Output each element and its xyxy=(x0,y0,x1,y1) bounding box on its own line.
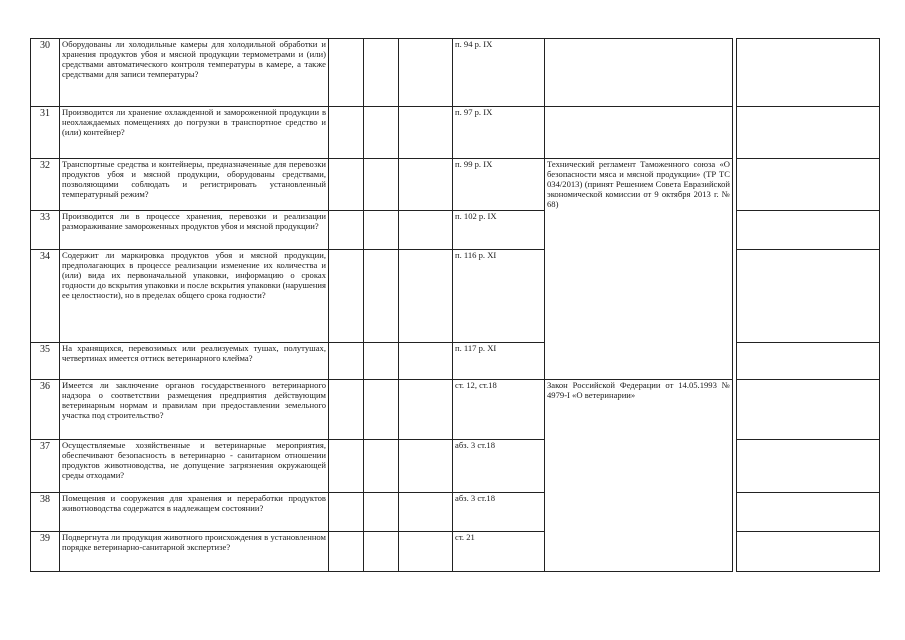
answer-yes-cell[interactable] xyxy=(329,107,364,159)
answer-na-cell[interactable] xyxy=(399,493,453,532)
comment-cell[interactable] xyxy=(737,250,880,343)
answer-no-cell[interactable] xyxy=(364,159,399,211)
row-number: 31 xyxy=(31,107,60,159)
row-number: 32 xyxy=(31,159,60,211)
answer-na-cell[interactable] xyxy=(399,250,453,343)
answer-yes-cell[interactable] xyxy=(329,250,364,343)
table-row xyxy=(31,39,880,107)
answer-yes-cell[interactable] xyxy=(329,493,364,532)
comment-cell[interactable] xyxy=(737,532,880,572)
comment-cell[interactable] xyxy=(737,107,880,159)
table-row xyxy=(31,532,880,572)
answer-na-cell[interactable] xyxy=(399,211,453,250)
legal-act-law: Закон Российской Федерации от 14.05.1993 № 4979-I «О ветеринарии» xyxy=(545,380,733,572)
legal-act-cell xyxy=(545,107,733,159)
answer-no-cell[interactable] xyxy=(364,211,399,250)
question-text: Содержит ли маркировка продуктов убоя и мясной продукции, предполагающих в процессе реализации изменение их количества и (или) вида их первоначальной упаковки, информацию о сроках годности до вскрытия упаковки и после вскрытия упаковки (нарушения ее целостности), но в пределах общего срока годности? xyxy=(60,250,329,343)
answer-no-cell[interactable] xyxy=(364,440,399,493)
answer-yes-cell[interactable] xyxy=(329,343,364,380)
answer-na-cell[interactable] xyxy=(399,159,453,211)
row-number: 38 xyxy=(31,493,60,532)
row-number: 30 xyxy=(31,39,60,107)
answer-yes-cell[interactable] xyxy=(329,39,364,107)
comment-cell[interactable] xyxy=(737,440,880,493)
answer-no-cell[interactable] xyxy=(364,493,399,532)
answer-no-cell[interactable] xyxy=(364,107,399,159)
table-row xyxy=(31,211,880,250)
answer-na-cell[interactable] xyxy=(399,532,453,572)
table-row xyxy=(31,493,880,532)
requirement-reference: п. 97 р. IX xyxy=(453,107,545,159)
row-number: 33 xyxy=(31,211,60,250)
legal-act-cell xyxy=(545,39,733,107)
question-text: Транспортные средства и контейнеры, предназначенные для перевозки продуктов убоя и мясной продукции, оборудованы средствами, позволяющими соблюдать и регистрировать установленный температурный режим? xyxy=(60,159,329,211)
legal-act-tr-ts: Технический регламент Таможенного союза «О безопасности мяса и мясной продукции» (ТР ТС 034/2013) (принят Решением Совета Евразийской экономической комиссии от 9 октября 2013 г. № 68) xyxy=(545,159,733,380)
comment-cell[interactable] xyxy=(737,211,880,250)
row-number: 35 xyxy=(31,343,60,380)
row-number: 39 xyxy=(31,532,60,572)
requirement-reference: п. 102 р. IX xyxy=(453,211,545,250)
answer-na-cell[interactable] xyxy=(399,107,453,159)
answer-na-cell[interactable] xyxy=(399,440,453,493)
row-number: 37 xyxy=(31,440,60,493)
requirement-reference: ст. 21 xyxy=(453,532,545,572)
table-row xyxy=(31,107,880,159)
answer-no-cell[interactable] xyxy=(364,343,399,380)
answer-yes-cell[interactable] xyxy=(329,440,364,493)
requirement-reference: абз. 3 ст.18 xyxy=(453,440,545,493)
answer-yes-cell[interactable] xyxy=(329,211,364,250)
answer-no-cell[interactable] xyxy=(364,380,399,440)
row-number: 36 xyxy=(31,380,60,440)
answer-na-cell[interactable] xyxy=(399,39,453,107)
comment-cell[interactable] xyxy=(737,380,880,440)
requirement-reference: п. 99 р. IX xyxy=(453,159,545,211)
answer-yes-cell[interactable] xyxy=(329,532,364,572)
question-text: Осуществляемые хозяйственные и ветеринарные мероприятия, обеспечивают безопасность в ветеринарно - санитарном отношении продуктов животноводства, не допущение загрязнения окружающей среды отходами? xyxy=(60,440,329,493)
question-text: Производится ли в процессе хранения, перевозки и реализации размораживание замороженных продуктов убоя и мясной продукции? xyxy=(60,211,329,250)
answer-no-cell[interactable] xyxy=(364,39,399,107)
requirement-reference: п. 117 р. XI xyxy=(453,343,545,380)
requirement-reference: абз. 3 ст.18 xyxy=(453,493,545,532)
table-row xyxy=(31,250,880,343)
comment-cell[interactable] xyxy=(737,493,880,532)
requirement-reference: ст. 12, ст.18 xyxy=(453,380,545,440)
question-text: Помещения и сооружения для хранения и переработки продуктов животноводства содержатся в надлежащем состоянии? xyxy=(60,493,329,532)
answer-no-cell[interactable] xyxy=(364,532,399,572)
checklist-table xyxy=(30,38,880,572)
table-row xyxy=(31,380,880,440)
question-text: Имеется ли заключение органов государственного ветеринарного надзора о соответствии размещения предприятия действующим ветеринарным нормам и правилам при предоставлении земельного участка под строительство? xyxy=(60,380,329,440)
question-text: На хранящихся, перевозимых или реализуемых тушах, полутушах, четвертинах имеется оттиск ветеринарного клейма? xyxy=(60,343,329,380)
requirement-reference: п. 116 р. XI xyxy=(453,250,545,343)
requirement-reference: п. 94 р. IX xyxy=(453,39,545,107)
answer-yes-cell[interactable] xyxy=(329,159,364,211)
answer-na-cell[interactable] xyxy=(399,343,453,380)
question-text: Подвергнута ли продукция животного происхождения в установленном порядке ветеринарно-санитарной экспертизе? xyxy=(60,532,329,572)
comment-cell[interactable] xyxy=(737,39,880,107)
answer-yes-cell[interactable] xyxy=(329,380,364,440)
question-text: Производится ли хранение охлажденной и замороженной продукции в неохлаждаемых помещениях до погрузки в транспортное средство и (или) контейнер? xyxy=(60,107,329,159)
row-number: 34 xyxy=(31,250,60,343)
comment-cell[interactable] xyxy=(737,343,880,380)
question-text: Оборудованы ли холодильные камеры для холодильной обработки и хранения продуктов убоя и мясной продукции термометрами и (или) средствами автоматического контроля температуры в камере, а также средствами для записи температуры? xyxy=(60,39,329,107)
table-row xyxy=(31,440,880,493)
answer-na-cell[interactable] xyxy=(399,380,453,440)
answer-no-cell[interactable] xyxy=(364,250,399,343)
comment-cell[interactable] xyxy=(737,159,880,211)
table-row xyxy=(31,159,880,211)
table-row xyxy=(31,343,880,380)
